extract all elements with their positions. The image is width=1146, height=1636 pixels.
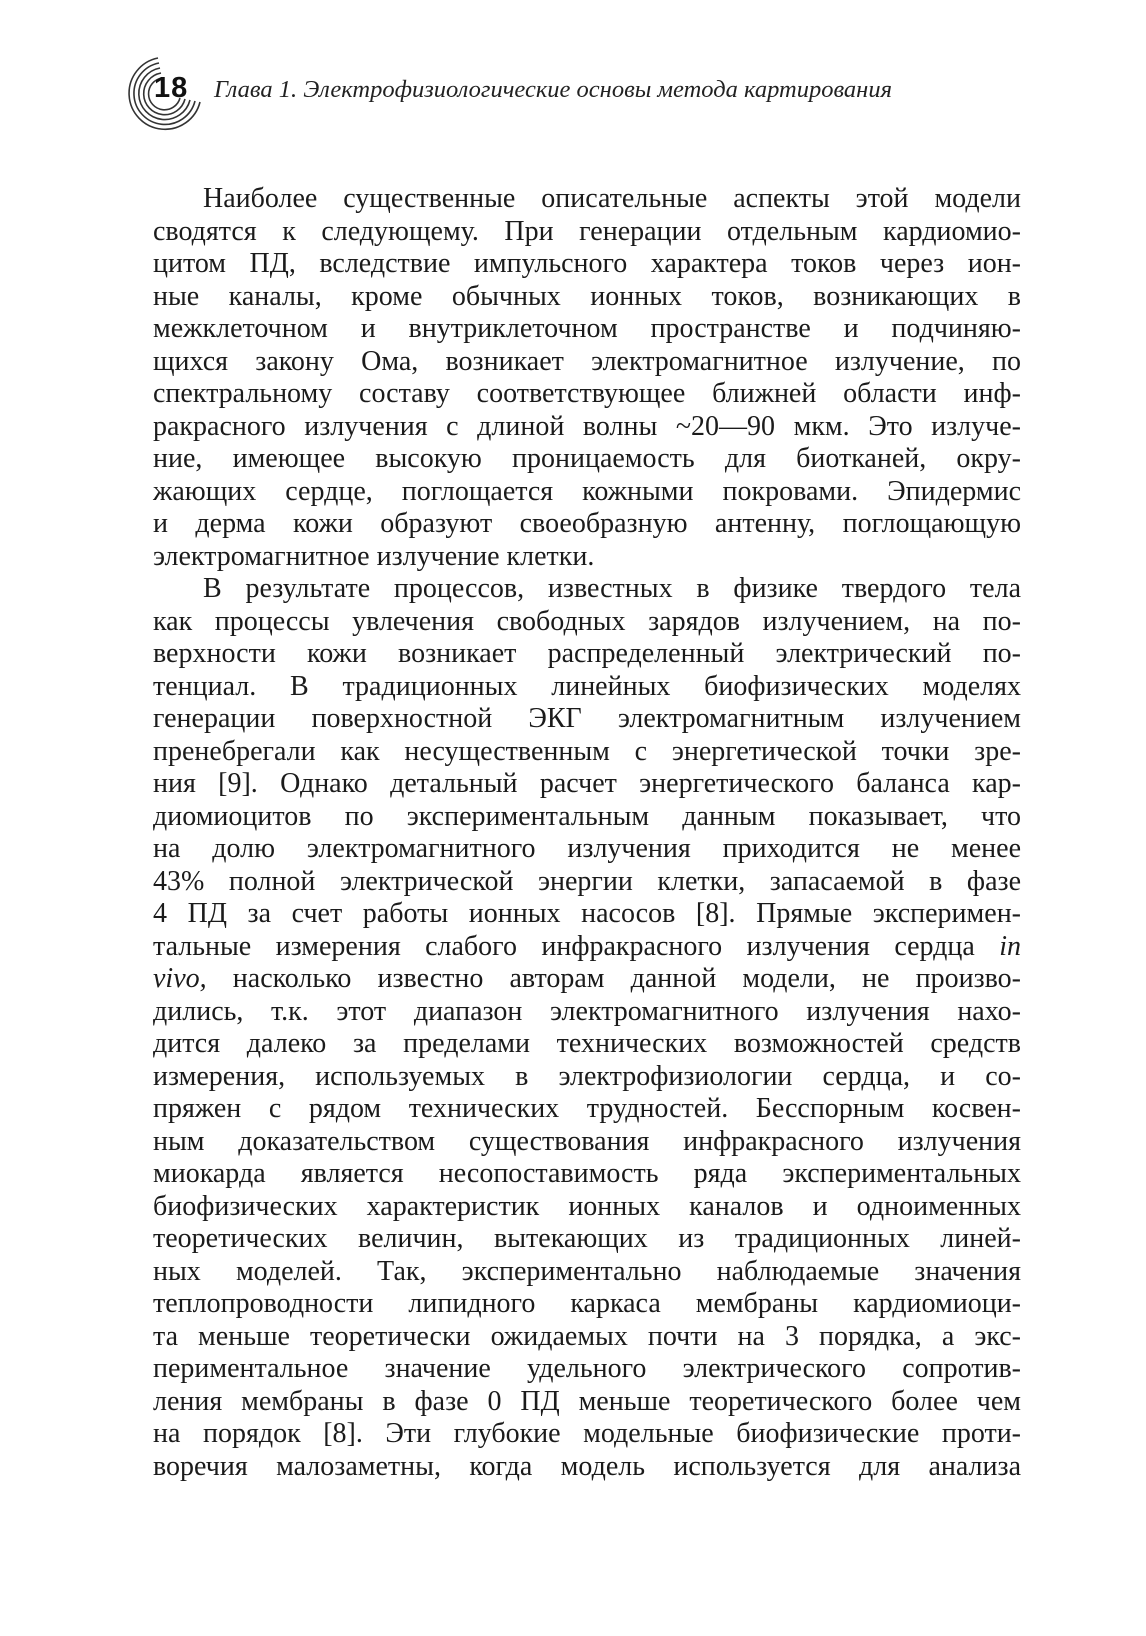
text-line: та меньше теоретически ожидаемых почти на 3 порядка, а экс- <box>153 1320 1021 1352</box>
text-line: сводятся к следующему. При генерации отдельным кардиомио- <box>153 215 1021 247</box>
text-line: ракрасного излучения с длиной волны ~20—90 мкм. Это излуче- <box>153 410 1021 442</box>
running-header <box>118 50 1018 140</box>
text-line: электромагнитное излучение клетки. <box>153 540 595 572</box>
text-line: ния [9]. Однако детальный расчет энергетического баланса кар- <box>153 768 1021 799</box>
text-line: ления мембраны в фазе 0 ПД меньше теоретического более чем <box>153 1385 1021 1417</box>
text-line: vivo, насколько известно авторам данной модели, не произво- <box>153 963 1021 994</box>
text-line: Наиболее существенные описательные аспекты этой модели <box>203 183 1021 214</box>
text-line: ных моделей. Так, экспериментально наблюдаемые значения <box>153 1255 1021 1287</box>
text-line: воречия малозаметны, когда модель используется для анализа <box>153 1450 1021 1482</box>
text-line: на долю электромагнитного излучения приходится не менее <box>153 833 1021 864</box>
page-number: 18 <box>154 72 189 104</box>
text-line: генерации поверхностной ЭКГ электромагнитным излучением <box>153 703 1021 734</box>
text-line: ные каналы, кроме обычных ионных токов, возникающих в <box>153 280 1021 312</box>
text-line: межклеточном и внутриклеточном пространстве и подчиняю- <box>153 313 1021 344</box>
text-line: верхности кожи возникает распределенный электрический по- <box>153 638 1021 669</box>
text-line: и дерма кожи образуют своеобразную антенну, поглощающую <box>153 508 1021 539</box>
text-line: пряжен с рядом технических трудностей. Бесспорным косвен- <box>153 1093 1021 1124</box>
text-line: В результате процессов, известных в физике твердого тела <box>203 573 1021 604</box>
text-line: 4 ПД за счет работы ионных насосов [8]. Прямые эксперимен- <box>153 898 1021 929</box>
text-line: теоретических величин, вытекающих из традиционных линей- <box>153 1223 1021 1254</box>
text-line: теплопроводности липидного каркаса мембраны кардиомиоци- <box>153 1288 1021 1319</box>
text-line: периментальное значение удельного электрического сопротив- <box>153 1353 1021 1384</box>
text-line: тальные измерения слабого инфракрасного излучения сердца in <box>153 930 1021 962</box>
text-line: измерения, используемых в электрофизиологии сердца, и со- <box>153 1060 1021 1092</box>
text-line: дились, т.к. этот диапазон электромагнитного излучения нахо- <box>153 995 1021 1027</box>
text-line: тенциал. В традиционных линейных биофизических моделях <box>153 670 1021 702</box>
text-line: ние, имеющее высокую проницаемость для биотканей, окру- <box>153 443 1021 474</box>
text-line: ным доказательством существования инфракрасного излучения <box>153 1125 1021 1157</box>
body-text <box>153 183 1021 1483</box>
text-line: миокарда является несопоставимость ряда экспериментальных <box>153 1158 1021 1189</box>
text-line: цитом ПД, вследствие импульсного характера токов через ион- <box>153 248 1021 279</box>
text-line: щихся закону Ома, возникает электромагнитное излучение, по <box>153 345 1021 377</box>
text-line: диомиоцитов по экспериментальным данным показывает, что <box>153 800 1021 832</box>
text-line: жающих сердце, поглощается кожными покровами. Эпидермис <box>153 475 1021 507</box>
text-line: биофизических характеристик ионных каналов и одноименных <box>153 1190 1021 1222</box>
paragraph-1 <box>153 183 1021 573</box>
text-line: пренебрегали как несущественным с энергетической точки зре- <box>153 735 1021 767</box>
running-title: Глава 1. Электрофизиологические основы метода картирования <box>214 76 892 103</box>
text-line: как процессы увлечения свободных зарядов излучением, на по- <box>153 605 1021 637</box>
text-line: дится далеко за пределами технических возможностей средств <box>153 1028 1021 1059</box>
text-line: на порядок [8]. Эти глубокие модельные биофизические проти- <box>153 1418 1021 1449</box>
text-line: спектральному составу соответствующее ближней области инф- <box>153 378 1021 409</box>
text-line: 43% полной электрической энергии клетки, запасаемой в фазе <box>153 865 1021 897</box>
paragraph-2 <box>153 573 1021 1483</box>
